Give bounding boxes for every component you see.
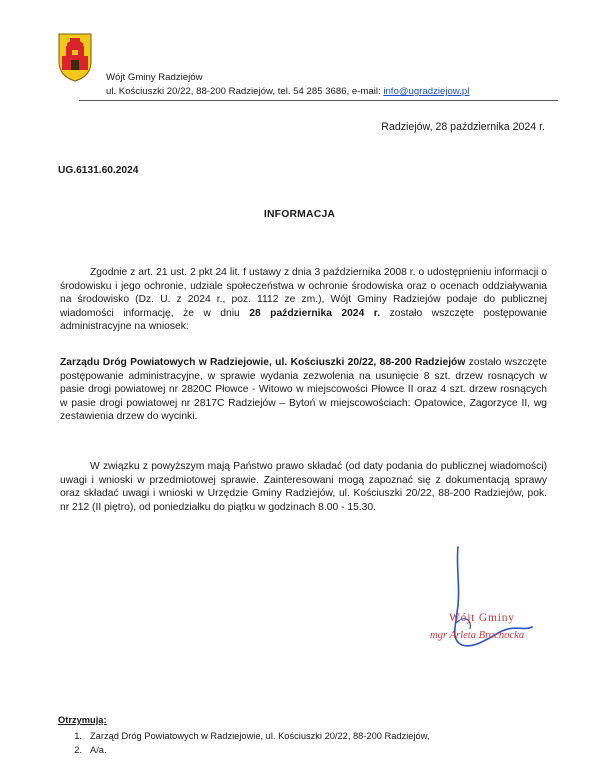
letterhead-address bbox=[106, 86, 469, 98]
recipients-heading: Otrzymują: bbox=[58, 715, 107, 725]
para3-text: W związku z powyższym mają Państwo prawo składać (od daty podania do publicznej wiadomości) uwagi i wnioski w przedmiotowej sprawie. Zainteresowani mogą zapoznać się z dokumentacją sprawy oraz składać uwagi i wnioski w Urzędzie Gminy Radziejów, ul. Kościuszki 20/22, 88-200 Radziejów, pok. nr 212 (II piętro), od poniedziałku do piątku w godzinach 8.00 - 15.30. bbox=[60, 461, 547, 513]
list-number: 2. bbox=[74, 745, 82, 755]
stamp-name: mgr Arleta Brochocka bbox=[430, 630, 525, 641]
applicant-name: Zarządu Dróg Powiatowych w Radziejowie, ul. Kościuszki 20/22, 88-200 Radziejów bbox=[60, 357, 466, 368]
para1-date: 28 października 2024 r. bbox=[249, 307, 381, 319]
list-text: Zarząd Dróg Powiatowych w Radziejowie, ul. Kościuszki 20/22, 88-200 Radziejów, bbox=[90, 731, 430, 741]
paragraph-applicant bbox=[60, 356, 547, 424]
paragraph-legal-basis bbox=[60, 266, 547, 334]
list-item bbox=[58, 729, 430, 743]
address-text: ul. Kościuszki 20/22, 88-200 Radziejów, tel. 54 285 3686, e-mail: bbox=[106, 86, 384, 97]
paragraph-comments-notice bbox=[60, 460, 547, 514]
list-number: 1. bbox=[74, 731, 82, 741]
stamp-title: Wójt Gminy bbox=[449, 612, 515, 624]
para1-text-c: zostało wszczęte postępowanie administracyjne na wniosek: bbox=[60, 307, 548, 333]
letterhead-office: Wójt Gminy Radziejów bbox=[106, 72, 203, 83]
document-title: INFORMACJA bbox=[263, 209, 336, 220]
header-divider bbox=[79, 100, 558, 101]
list-item bbox=[58, 743, 430, 757]
email-link[interactable]: info@ugradziejow.pl bbox=[383, 86, 470, 97]
para2-text: zostało wszczęte postępowanie administracyjne, w sprawie wydania zezwolenia na usunięcie 8 szt. drzew rosnących w pasie drogi powiatowej nr 2820C Płowce - Witowo w miejscowości Płowce II oraz 4 szt. drzew rosnących w pasie drogi powiatowej nr 2817C Radziejów – Bytoń w miejscowościach: Opatowice, Zagorzyce II, wg zestawienia drzew do wycinki. bbox=[60, 357, 547, 423]
recipients-list bbox=[58, 729, 430, 757]
date-line: Radziejów, 28 października 2024 r. bbox=[381, 121, 545, 133]
reference-number: UG.6131.60.2024 bbox=[58, 165, 139, 176]
list-text: A/a. bbox=[90, 745, 107, 755]
para1-text-a: Zgodnie z art. 21 ust. 2 pkt 24 lit. f ustawy z dnia 3 października 2008 r. o udostępnieniu informacji o środowisku i jego ochronie, udziale społeczeństwa w ochronie środowiska oraz o ocenach oddziaływania na środowisko (Dz. U. z 2024 r., poz. 1112 ze zm.), Wójt Gminy Radziejów podaje do publicznej wiadomości informację, że w dniu bbox=[60, 267, 547, 319]
coat-of-arms-logo bbox=[57, 32, 93, 82]
